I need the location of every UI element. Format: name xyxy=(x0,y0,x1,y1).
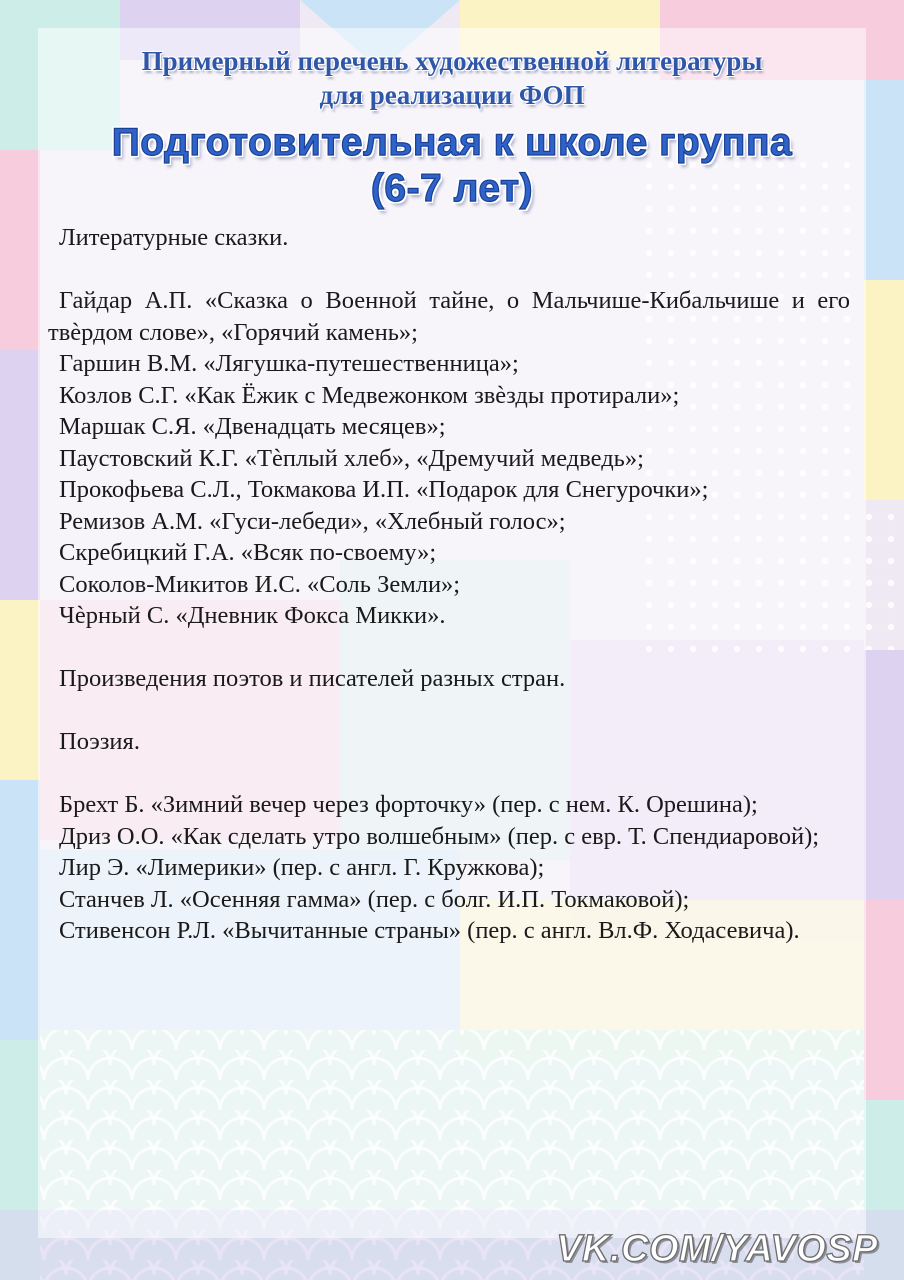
section-heading-literary-tales: Литературные сказки. xyxy=(59,224,289,251)
list-item: Козлов С.Г. «Как Ёжик с Медвежонком звѐзды протирали»; xyxy=(59,381,680,409)
list-item: Дриз О.О. «Как сделать утро волшебным» (пер. с евр. Т. Спендиаровой); xyxy=(59,822,820,850)
list-item: Брехт Б. «Зимний вечер через форточку» (пер. с нем. К. Орешина); xyxy=(59,791,758,818)
literature-list xyxy=(48,222,850,947)
list-item: Лир Э. «Лимерики» (пер. с англ. Г. Кружкова); xyxy=(59,854,545,881)
page-title-age: (6-7 лет) xyxy=(370,167,534,210)
subtitle-line-2: для реализации ФОП xyxy=(319,80,585,110)
list-item: Паустовский К.Г. «Тѐплый хлеб», «Дремучий медведь»; xyxy=(59,444,644,472)
list-item: Станчев Л. «Осенняя гамма» (пер. с болг. И.П. Токмаковой); xyxy=(59,885,690,913)
page-header xyxy=(38,44,866,212)
list-item: Гайдар А.П. «Сказка о Военной тайне, о Мальчише-Кибальчише и его твѐрдом слове», «Горячий камень»; xyxy=(48,287,850,346)
list-item: Гаршин В.М. «Лягушка-путешественница»; xyxy=(59,350,519,377)
section-heading-poetry: Поэзия. xyxy=(59,728,140,755)
list-item: Маршак С.Я. «Двенадцать месяцев»; xyxy=(59,413,446,440)
list-item: Ремизов А.М. «Гуси-лебеди», «Хлебный голос»; xyxy=(59,507,566,535)
page-title: Подготовительная к школе группа xyxy=(111,121,793,164)
list-item: Скребицкий Г.А. «Всяк по-своему»; xyxy=(59,539,437,566)
list-item: Прокофьева С.Л., Токмакова И.П. «Подарок для Снегурочки»; xyxy=(59,476,709,503)
subtitle-line-1: Примерный перечень художественной литературы xyxy=(141,46,763,76)
list-item: Чѐрный С. «Дневник Фокса Микки». xyxy=(59,602,446,629)
section-heading-foreign: Произведения поэтов и писателей разных стран. xyxy=(59,665,566,692)
list-item: Соколов-Микитов И.С. «Соль Земли»; xyxy=(59,570,461,598)
list-item: Стивенсон Р.Л. «Вычитанные страны» (пер. с англ. Вл.Ф. Ходасевича). xyxy=(59,917,800,944)
watermark: VK.COM/YAVOSP xyxy=(556,1228,878,1270)
